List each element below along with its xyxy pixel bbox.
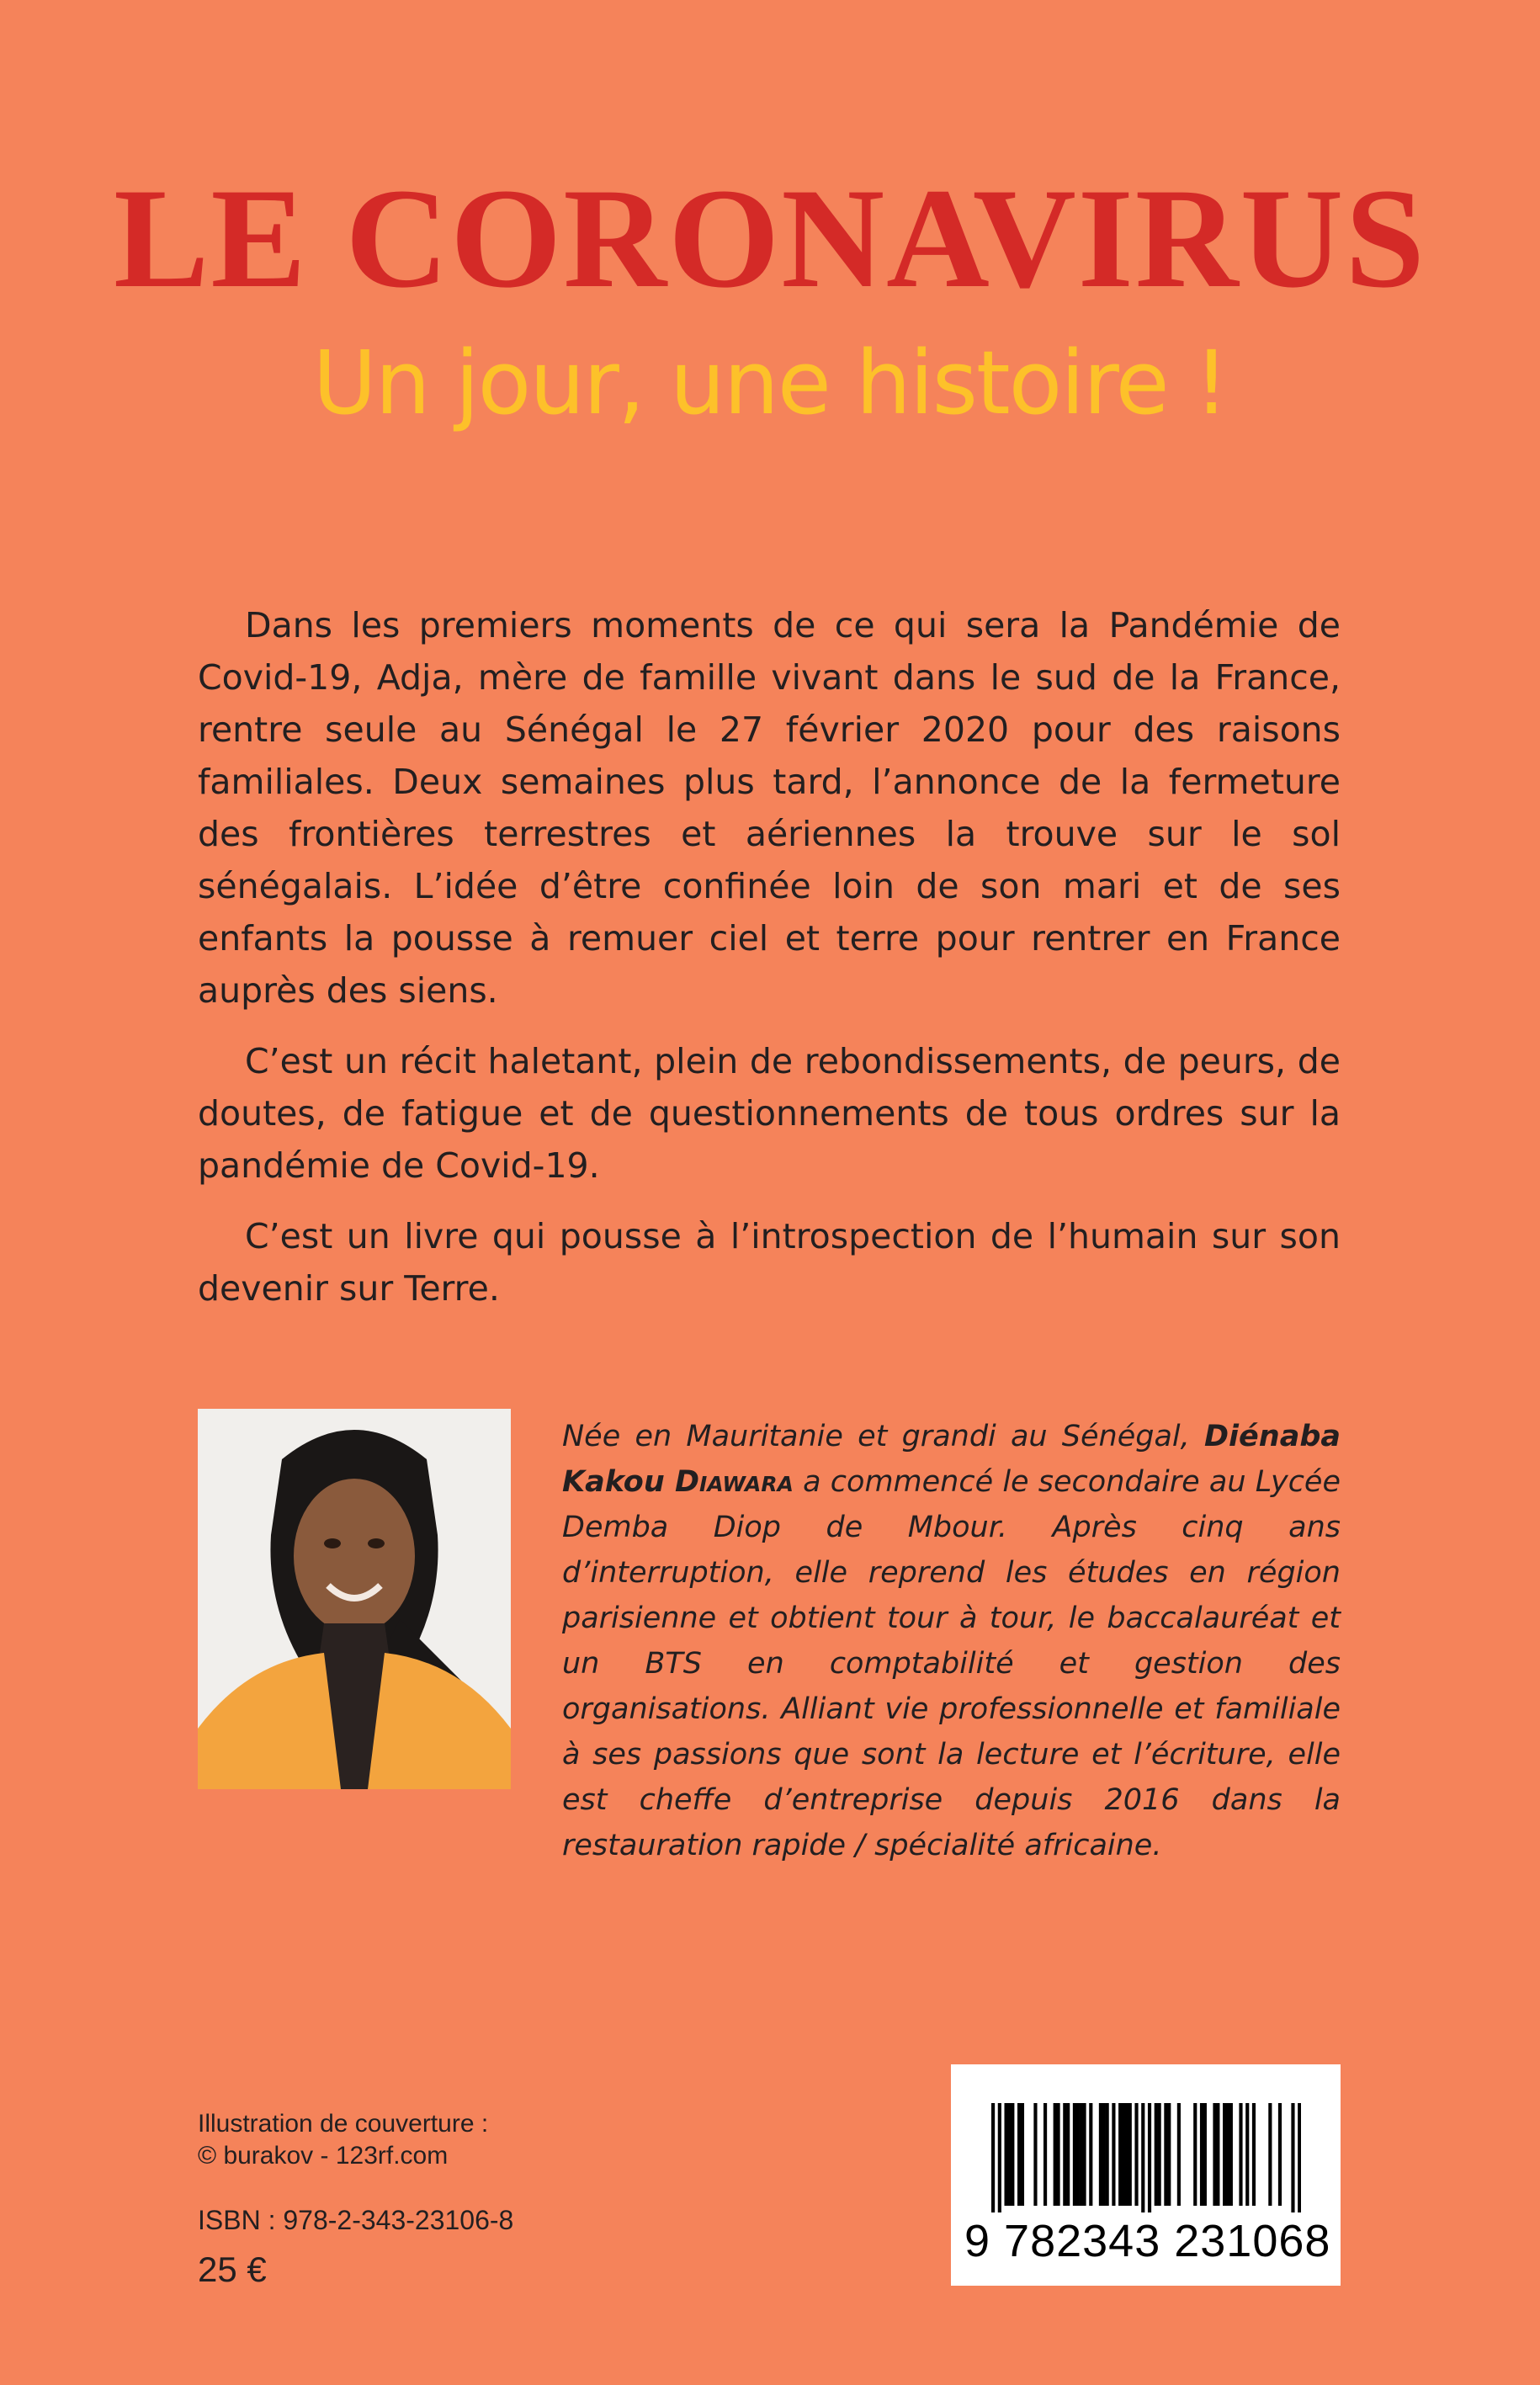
barcode-bar: [1063, 2103, 1066, 2206]
bio-text: a commencé le secondaire au Lycée Demba Diop de Mbour. Après cinq ans d’interruption, elle reprend les études en région parisienne et obtient tour à tour, le baccalauréat et un BTS en comptabilité et gestion des organisations. Alliant vie professionnelle et familiale à ses passions que sont la lecture et l’écriture, elle est cheffe d’entreprise depuis 2016 dans la restauration rapide / spécialité africaine.: [562, 1465, 1341, 1862]
barcode-bar: [1155, 2103, 1158, 2206]
barcode-bar: [1167, 2103, 1171, 2206]
book-subtitle: Un jour, une histoire !: [312, 332, 1228, 434]
barcode-bar: [1164, 2103, 1167, 2206]
barcode-bar: [1278, 2103, 1282, 2206]
barcode-bar: [1148, 2103, 1151, 2212]
barcode-bar: [1043, 2103, 1047, 2206]
barcode-bar: [1007, 2103, 1011, 2206]
barcode-bar: [1252, 2103, 1256, 2206]
barcode-bar: [1066, 2103, 1070, 2206]
barcode-bar: [1158, 2103, 1161, 2206]
blurb-paragraph: Dans les premiers moments de ce qui sera la Pandémie de Covid-19, Adja, mère de famille vivant dans le sud de la France, rentre seule au Sénégal le 27 février 2020 pour des raisons familiales. Deux semaines plus tard, l’annonce de la fermeture des frontières terrestres et aériennes la trouve sur le sol sénégalais. L’idée d’être confinée loin de son mari et de ses enfants la pousse à remuer ciel et terre pour rentrer en France auprès des siens.: [198, 605, 1341, 1011]
barcode-bar: [1021, 2103, 1024, 2206]
barcode-bar: [1080, 2103, 1083, 2206]
back-cover-blurb: [198, 599, 1341, 1333]
barcode-bar: [1017, 2103, 1021, 2206]
barcode-bar: [1056, 2103, 1059, 2206]
barcode-bar: [1073, 2103, 1076, 2206]
barcode-bar: [1177, 2103, 1181, 2206]
barcode-bar: [1118, 2103, 1122, 2206]
price: 25 €: [198, 2250, 267, 2289]
bio-intro: Née en Mauritanie et grandi au Sénégal,: [562, 1420, 1204, 1453]
barcode-bar: [1076, 2103, 1080, 2206]
barcode-bar: [1033, 2103, 1037, 2206]
barcode-bar: [1102, 2103, 1106, 2206]
author-photo: [198, 1409, 511, 1789]
barcode-bar: [1229, 2103, 1233, 2206]
barcode-bar: [991, 2103, 995, 2212]
barcode-bar: [1193, 2103, 1197, 2206]
barcode-bar: [1122, 2103, 1125, 2206]
blurb-paragraph: C’est un livre qui pousse à l’introspection de l’humain sur son devenir sur Terre.: [198, 1216, 1341, 1309]
barcode-bar: [1011, 2103, 1014, 2206]
barcode-bar: [1112, 2103, 1115, 2206]
barcode-bar: [1200, 2103, 1203, 2206]
barcode-bar: [1082, 2103, 1086, 2206]
barcode-bar: [1223, 2103, 1226, 2206]
author-bio: [562, 1414, 1341, 1868]
barcode-bar: [998, 2103, 1001, 2212]
barcode-bar: [1004, 2103, 1007, 2206]
credit-line-2: © burakov - 123rf.com: [198, 2142, 449, 2170]
barcode-bar: [1239, 2103, 1242, 2206]
book-title: LE CORONAVIRUS: [114, 159, 1426, 317]
barcode-bars: [991, 2103, 1301, 2212]
barcode-bar: [1128, 2103, 1132, 2206]
barcode-bar: [1054, 2103, 1057, 2206]
barcode-bar: [1134, 2103, 1138, 2206]
barcode-bar: [1226, 2103, 1229, 2206]
blurb-paragraph: C’est un récit haletant, plein de rebondissements, de peurs, de doutes, de fatigue et de questionnements de tous ordres sur la pandémie de Covid-19.: [198, 1041, 1341, 1186]
isbn: ISBN : 978-2-343-23106-8: [198, 2205, 514, 2235]
barcode-bar: [1216, 2103, 1219, 2206]
barcode-bar: [1089, 2103, 1092, 2206]
barcode-bar: [1141, 2103, 1144, 2212]
barcode-digits: 9 782343 231068: [964, 2216, 1331, 2266]
barcode-bar: [1268, 2103, 1272, 2206]
author-name-first: Diénaba Kakou: [562, 1420, 1341, 1499]
illustration-credit: [198, 2108, 488, 2172]
barcode-bar: [1298, 2103, 1301, 2212]
barcode: [951, 2064, 1341, 2286]
barcode-bar: [1213, 2103, 1216, 2206]
author-portrait-illustration: [198, 1409, 511, 1789]
barcode-bar: [1245, 2103, 1249, 2206]
barcode-bar: [1106, 2103, 1109, 2206]
author-name-last: Diawara: [675, 1465, 794, 1499]
barcode-bar: [1125, 2103, 1128, 2206]
credit-line-1: Illustration de couverture :: [198, 2110, 489, 2138]
barcode-bar: [1099, 2103, 1102, 2206]
barcode-bar: [1203, 2103, 1207, 2206]
barcode-bar: [1291, 2103, 1294, 2212]
